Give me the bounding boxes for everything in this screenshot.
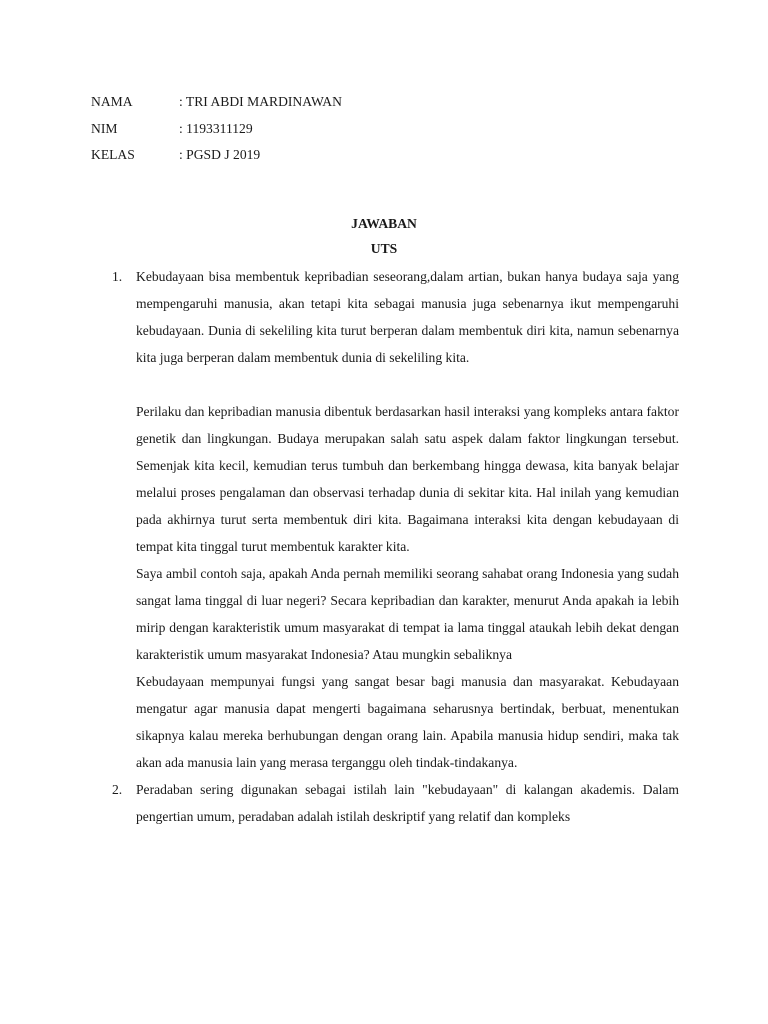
answer-number: 2.	[112, 782, 123, 797]
title-jawaban: JAWABAN	[351, 216, 417, 231]
document-title	[0, 214, 768, 264]
answer-paragraph: Peradaban sering digunakan sebagai istilah lain "kebudayaan" di kalangan akademis. Dalam pengertian umum, peradaban adalah istilah deskriptif yang relatif dan kompleks	[136, 782, 679, 824]
answer-body	[136, 776, 679, 830]
answer-number: 1.	[112, 269, 123, 284]
title-uts: UTS	[370, 241, 398, 256]
answer-list	[112, 263, 679, 830]
answer-body	[136, 263, 679, 776]
name-label: NAMA	[91, 94, 133, 109]
class-label: KELAS	[91, 147, 135, 162]
student-info	[91, 92, 342, 172]
answer-item-2	[112, 776, 679, 830]
answer-paragraph: Saya ambil contoh saja, apakah Anda pernah memiliki seorang sahabat orang Indonesia yang sudah sangat lama tinggal di luar negeri? Secara kepribadian dan karakter, menurut Anda apakah ia lebih mirip dengan karakteristik umum masyarakat di tempat ia lama tinggal ataukah lebih dekat dengan karakteristik umum masyarakat Indonesia? Atau mungkin sebaliknya	[136, 566, 679, 662]
info-row-class	[91, 145, 342, 172]
info-row-nim	[91, 119, 342, 146]
answer-paragraph: Kebudayaan bisa membentuk kepribadian seseorang,dalam artian, bukan hanya budaya saja yang mempengaruhi manusia, akan tetapi kita sebagai manusia juga sebenarnya ikut mempengaruhi kebudayaan. Dunia di sekeliling kita turut berperan dalam membentuk diri kita, namun sebenarnya kita juga berperan dalam membentuk dunia di sekeliling kita.	[136, 269, 679, 365]
class-value: : PGSD J 2019	[179, 147, 261, 162]
info-row-name	[91, 92, 342, 119]
answer-item-1	[112, 263, 679, 776]
name-value: : TRI ABDI MARDINAWAN	[179, 94, 342, 109]
answer-paragraph: Kebudayaan mempunyai fungsi yang sangat besar bagi manusia dan masyarakat. Kebudayaan mengatur agar manusia dapat mengerti bagaimana seharusnya bertindak, berbuat, menentukan sikapnya kalau mereka berhubungan dengan orang lain. Apabila manusia hidup sendiri, maka tak akan ada manusia lain yang merasa terganggu oleh tindak-tindakanya.	[136, 674, 679, 770]
nim-label: NIM	[91, 120, 118, 136]
answer-paragraph: Perilaku dan kepribadian manusia dibentuk berdasarkan hasil interaksi yang kompleks antara faktor genetik dan lingkungan. Budaya merupakan salah satu aspek dalam faktor lingkungan tersebut. Semenjak kita kecil, kemudian terus tumbuh dan berkembang hingga dewasa, kita banyak belajar melalui proses pengalaman dan observasi terhadap dunia di sekitar kita. Hal inilah yang kemudian pada akhirnya turut serta membentuk diri kita. Bagaimana interaksi kita dengan kebudayaan di tempat kita tinggal turut membentuk karakter kita.	[136, 404, 679, 554]
nim-value: : 1193311129	[179, 120, 253, 136]
